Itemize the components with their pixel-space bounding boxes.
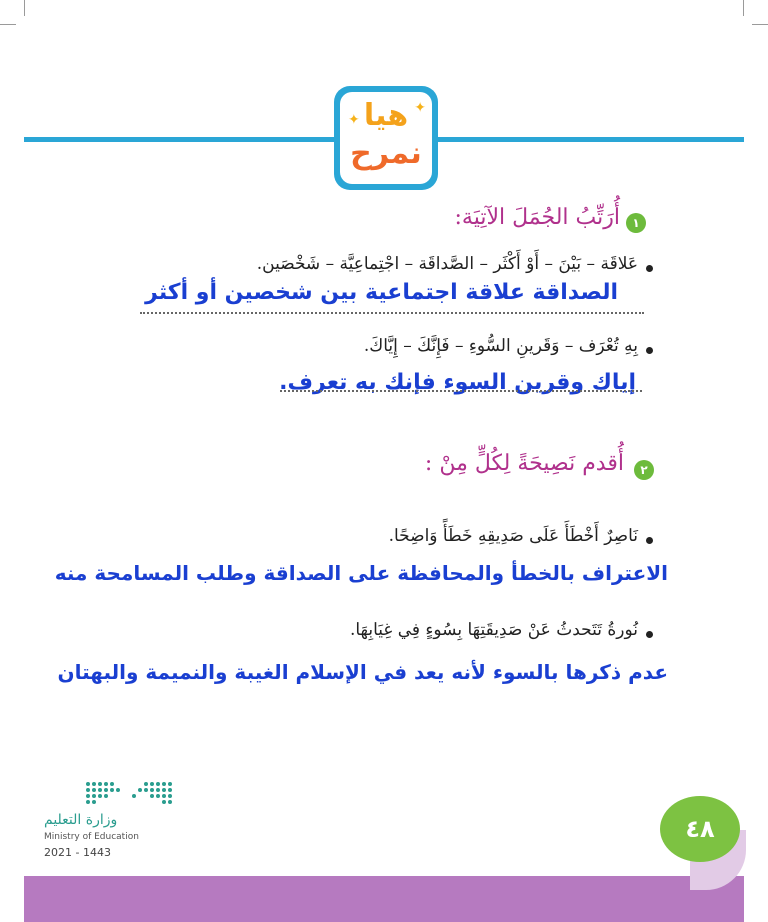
crop-mark bbox=[0, 24, 16, 25]
section-number: ١ bbox=[626, 213, 646, 233]
prompt-text: عَلاقَة – بَيْنَ – أَوْ أَكْثَر – الصَّداقَة – اجْتِماعِيَّة – شَخْصَين. bbox=[256, 254, 638, 274]
crop-mark bbox=[743, 0, 744, 16]
bullet bbox=[646, 347, 653, 354]
badge-line2: نمرح bbox=[350, 136, 422, 171]
footer-band bbox=[24, 876, 744, 922]
section-heading: أُرَتِّبُ الجُمَلَ الآتِيَة: bbox=[454, 205, 620, 230]
crop-mark bbox=[752, 24, 768, 25]
ministry-name-ar: وزارة التعليم bbox=[44, 812, 118, 828]
bullet bbox=[646, 265, 653, 272]
edition-year: 2021 - 1443 bbox=[44, 846, 111, 859]
prompt-text: نَاصِرٌ أَخْطَأَ عَلَى صَدِيقِهِ خَطَأً وَاضِحًا. bbox=[388, 526, 638, 546]
ministry-name-en: Ministry of Education bbox=[44, 832, 139, 842]
badge-line1: هيا bbox=[363, 98, 409, 133]
prompt-text: بِهِ تُعْرَف – وَقَرينِ السُّوءِ – فَإِنَّكَ – إِيَّاكَ. bbox=[363, 336, 638, 356]
ministry-logo-icon bbox=[84, 778, 174, 808]
bullet bbox=[646, 537, 653, 544]
answer-text: الصداقة علاقة اجتماعية بين شخصين أو أكثر bbox=[145, 280, 618, 305]
crop-mark bbox=[24, 0, 25, 16]
page-number: ٤٨ bbox=[660, 796, 740, 862]
sparkle-icon: ✦ bbox=[348, 112, 360, 128]
prompt-text: نُورةُ تَتَحدثُ عَنْ صَدِيقَتِهَا بِسُوءٍ فِي غِيَابِهَا. bbox=[349, 620, 638, 640]
answer-text: عدم ذكرها بالسوء لأنه يعد في الإسلام الغيبة والنميمة والبهتان bbox=[57, 660, 668, 684]
lets-play-badge bbox=[334, 86, 438, 190]
bullet bbox=[646, 631, 653, 638]
section-heading: أُقدم نَصِيحَةً لِكُلٍّ مِنْ : bbox=[424, 451, 624, 476]
section-number: ٢ bbox=[634, 460, 654, 480]
answer-text: إياك وقرين السوء فإنك به تعرف. bbox=[279, 370, 636, 395]
answer-line bbox=[140, 312, 644, 314]
answer-line bbox=[280, 390, 642, 392]
sparkle-icon: ✦ bbox=[414, 100, 426, 116]
answer-text: الاعتراف بالخطأ والمحافظة على الصداقة وطلب المسامحة منه bbox=[54, 561, 668, 585]
